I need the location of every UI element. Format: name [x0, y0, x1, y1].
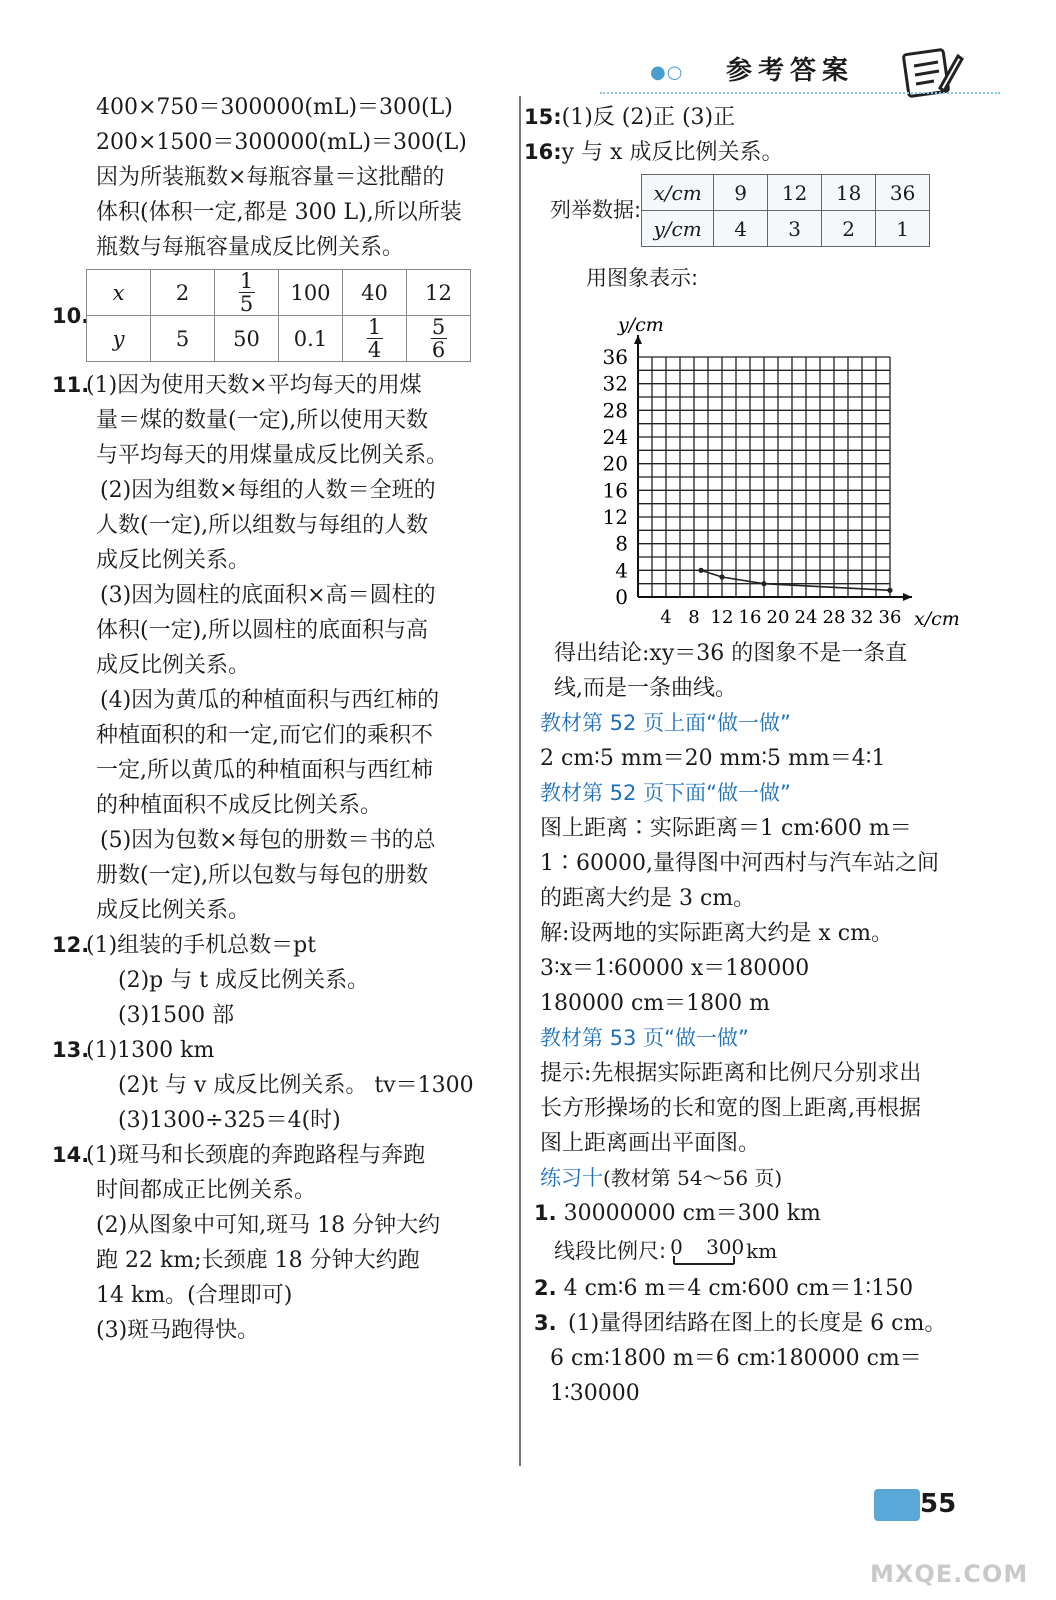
answer-line [540, 1341, 980, 1376]
table-row [642, 175, 930, 211]
answer-line [540, 1091, 980, 1126]
answer-line [540, 1056, 980, 1091]
exercise-1 [534, 1196, 980, 1231]
scale-bar-line [554, 1231, 980, 1271]
answer-text: (1)1300 km [86, 1038, 215, 1063]
denominator: 5 [239, 292, 254, 316]
y-tick-label: 20 [602, 451, 628, 476]
table-cell: 12 [768, 175, 822, 211]
answer-line [540, 1126, 980, 1161]
table-cell: 12 [407, 270, 471, 316]
scale-label: 线段比例尺: [554, 1238, 667, 1263]
question-number: 3. [534, 1311, 557, 1335]
column-divider [519, 96, 521, 1466]
answer-line [540, 916, 980, 951]
answer-line [540, 1376, 980, 1411]
answer-text: 200×1500＝300000(mL)＝300(L) [96, 130, 467, 155]
data-list [550, 174, 980, 247]
table-header-cell: x/cm [642, 175, 714, 211]
answer-text: 400×750＝300000(mL)＝300(L) [96, 95, 453, 120]
right-column [524, 100, 980, 296]
answer-text: 教材第 52 页下面“做一做” [540, 781, 791, 805]
table-cell [407, 316, 471, 362]
answer-text: (2)t 与 v 成反比例关系。 tv＝1300 [118, 1073, 474, 1098]
table-cell: 0.1 [279, 316, 343, 362]
y-tick-label: 12 [602, 505, 628, 529]
answer-text: 教材第 52 页上面“做一做” [540, 711, 791, 735]
answer-line [86, 578, 496, 613]
table-cell: 2 [822, 211, 876, 247]
answer-text: 成反比例关系。 [96, 548, 251, 573]
answer-text: 1∶60000,量得图中河西村与汽车站之间 [540, 851, 939, 876]
table-row [87, 316, 471, 362]
answer-text: 的距离大约是 3 cm。 [540, 886, 756, 911]
numerator: 1 [367, 315, 382, 339]
answer-line [86, 963, 496, 998]
answer-line [540, 1161, 980, 1196]
table-cell: 3 [768, 211, 822, 247]
fraction [367, 316, 383, 361]
answer-line [86, 1278, 496, 1313]
answer-text: y 与 x 成反比例关系。 [561, 140, 784, 165]
answer-text: 图上距离画出平面图。 [540, 1131, 761, 1156]
x-tick-label: 4 [660, 607, 672, 628]
answer-line [86, 1173, 496, 1208]
answer-text: 1∶30000 [550, 1381, 640, 1406]
y-axis-label: y/cm [618, 314, 664, 336]
data-point [719, 574, 724, 579]
answer-text: 与平均每天的用煤量成反比例关系。 [96, 443, 449, 468]
left-column [52, 90, 496, 1348]
answer-text: 人数(一定),所以组数与每组的人数 [96, 513, 429, 538]
answer-line [86, 648, 496, 683]
answer-line [86, 1103, 496, 1138]
header-dots: ●○ [650, 62, 684, 83]
answer-line [540, 986, 980, 1021]
scale-unit: km [746, 1238, 778, 1263]
answer-line [86, 893, 496, 928]
answer-line [52, 1033, 496, 1068]
answer-text: (教材第 54～56 页) [603, 1166, 783, 1190]
question-number: 16: [524, 140, 562, 164]
table-row [642, 211, 930, 247]
answer-line [86, 1068, 496, 1103]
table-cell: 4 [714, 211, 768, 247]
scale-bar [666, 1236, 746, 1266]
page-title: 参考答案 [726, 56, 855, 86]
answer-line [86, 823, 496, 858]
answer-text: 3∶x＝1∶60000 x＝180000 [540, 956, 810, 981]
y-tick-label: 32 [602, 371, 628, 396]
question-number: 15: [524, 105, 562, 129]
answer-line [52, 368, 496, 403]
answer-line [86, 160, 496, 195]
answer-text: (5)因为包数×每包的册数＝书的总 [100, 828, 436, 853]
answer-line [52, 928, 496, 963]
answer-text: (1)因为使用天数×平均每天的用煤 [86, 373, 422, 398]
answer-line [540, 741, 980, 776]
answer-line [86, 195, 496, 230]
answer-text: 线,而是一条曲线。 [554, 676, 737, 701]
denominator: 6 [431, 338, 446, 362]
answer-line [540, 881, 980, 916]
page-number: 55 [920, 1489, 957, 1519]
answer-line [540, 636, 980, 671]
x-tick-label: 28 [822, 607, 846, 628]
answer-line [86, 230, 496, 265]
table-cell: 40 [343, 270, 407, 316]
answer-line [86, 753, 496, 788]
answer-line [52, 1138, 496, 1173]
y-tick-label: 28 [602, 398, 628, 423]
table-cell: 50 [215, 316, 279, 362]
y-tick-label: 8 [615, 531, 628, 556]
answer-line [540, 1021, 980, 1056]
question-15 [524, 100, 980, 135]
question-number: 2. [534, 1276, 557, 1300]
x-tick-label: 16 [738, 607, 762, 628]
fraction [431, 316, 447, 361]
x-tick-label: 12 [710, 607, 734, 628]
answer-text: 成反比例关系。 [96, 653, 251, 678]
answer-text: (1)量得团结路在图上的长度是 6 cm。 [568, 1311, 947, 1336]
table-cell: 100 [279, 270, 343, 316]
table-cell: 2 [151, 270, 215, 316]
answer-text: 图上距离∶实际距离＝1 cm∶600 m＝ [540, 816, 912, 841]
answer-text: 量＝煤的数量(一定),所以使用天数 [96, 408, 429, 433]
header-underline [600, 92, 1000, 94]
y-tick-label: 4 [615, 558, 628, 583]
fraction [239, 270, 255, 315]
answer-text: 因为所装瓶数×每瓶容量＝这批醋的 [96, 165, 445, 190]
right-column-lower [534, 636, 980, 1411]
answer-text: 14 km。(合理即可) [96, 1283, 293, 1308]
denominator: 4 [367, 338, 382, 362]
answer-text: 时间都成正比例关系。 [96, 1178, 317, 1203]
left-answer-lines-2 [52, 368, 496, 1348]
answer-text: (1)斑马和长颈鹿的奔跑路程与奔跑 [86, 1143, 426, 1168]
question-number: 14. [52, 1143, 90, 1167]
scale-zero: 0 [670, 1235, 683, 1259]
question-number: 12. [52, 933, 90, 957]
numerator: 5 [431, 315, 446, 339]
answer-text: 6 cm∶1800 m＝6 cm∶180000 cm＝ [550, 1346, 922, 1371]
table-cell: 18 [822, 175, 876, 211]
answer-text: 成反比例关系。 [96, 898, 251, 923]
exercise-3 [534, 1306, 980, 1411]
table-cell: x [87, 270, 151, 316]
x-tick-label: 8 [688, 607, 700, 628]
answer-text: 提示:先根据实际距离和比例尺分别求出 [540, 1061, 922, 1086]
page-badge-box [874, 1489, 920, 1521]
answer-line [534, 1306, 980, 1341]
y-tick-label: 24 [602, 425, 628, 449]
x-axis-arrow [903, 593, 912, 601]
question-number: 1. [534, 1201, 557, 1225]
answer-text: (3)因为圆柱的底面积×高＝圆柱的 [100, 583, 436, 608]
answer-line [540, 706, 980, 741]
x-tick-label: 24 [794, 607, 818, 628]
graph-label: 用图象表示: [586, 266, 699, 290]
table-q10 [86, 269, 471, 362]
watermark: MXQE.COM [870, 1560, 1029, 1588]
x-tick-label: 32 [850, 607, 874, 628]
answer-text: (2)从图象中可知,斑马 18 分钟大约 [96, 1213, 441, 1238]
answer-line [86, 613, 496, 648]
data-point [698, 568, 703, 573]
answer-line [86, 543, 496, 578]
answer-text: 的种植面积不成反比例关系。 [96, 793, 383, 818]
data-point [761, 581, 766, 586]
answer-line [540, 671, 980, 706]
left-answer-lines [86, 90, 496, 265]
answer-text: (3)1500 部 [118, 1003, 235, 1028]
scale-segment [666, 1254, 746, 1266]
answer-text: (2)p 与 t 成反比例关系。 [118, 968, 370, 993]
y-tick-label: 0 [615, 585, 628, 609]
answer-line [86, 90, 496, 125]
question-10 [52, 269, 496, 362]
x-axis-label: x/cm [914, 608, 960, 630]
answer-text: (3)斑马跑得快。 [96, 1318, 260, 1343]
answer-text: (2)因为组数×每组的人数＝全班的 [100, 478, 436, 503]
x-tick-label: 36 [878, 607, 902, 628]
answer-line [86, 1313, 496, 1348]
answer-line [86, 403, 496, 438]
answer-line [86, 998, 496, 1033]
table-cell: y [87, 316, 151, 362]
table-row [87, 270, 471, 316]
answer-text: 一定,所以黄瓜的种植面积与西红柿 [96, 758, 433, 783]
answer-text: 得出结论:xy＝36 的图象不是一条直 [554, 641, 908, 666]
answer-text: 跑 22 km;长颈鹿 18 分钟大约跑 [96, 1248, 420, 1273]
table-cell: 5 [151, 316, 215, 362]
table-cell: 1 [876, 211, 930, 247]
answer-line [86, 788, 496, 823]
right-answer-lines [540, 636, 980, 1196]
answer-line [86, 683, 496, 718]
answer-line [540, 846, 980, 881]
answer-text: 瓶数与每瓶容量成反比例关系。 [96, 235, 405, 260]
answer-line [86, 1243, 496, 1278]
table-cell: 9 [714, 175, 768, 211]
table-cell [215, 270, 279, 316]
answer-line [540, 811, 980, 846]
answer-text: 解:设两地的实际距离大约是 x cm。 [540, 921, 893, 946]
question-16 [524, 135, 980, 170]
answer-line [86, 718, 496, 753]
list-label: 列举数据: [550, 198, 642, 222]
x-tick-label: 20 [766, 607, 790, 628]
answer-text: 体积(体积一定,都是 300 L),所以所装 [96, 200, 462, 225]
question-number: 10. [52, 303, 90, 328]
y-tick-label: 16 [602, 478, 628, 503]
answer-text: 体积(一定),所以圆柱的底面积与高 [96, 618, 429, 643]
answer-text: 30000000 cm＝300 km [563, 1201, 821, 1226]
table-header-cell: y/cm [642, 211, 714, 247]
answer-text: 教材第 53 页“做一做” [540, 1026, 749, 1050]
question-number: 11. [52, 373, 90, 397]
page-number-badge [874, 1485, 970, 1525]
answer-line [86, 438, 496, 473]
page-header [600, 44, 1000, 98]
table-cell [343, 316, 407, 362]
y-axis-arrow [634, 335, 642, 344]
table-cell: 36 [876, 175, 930, 211]
answer-text: (1)反 (2)正 (3)正 [561, 105, 736, 130]
answer-line [86, 125, 496, 160]
answer-text: (1)组装的手机总数＝pt [86, 933, 317, 958]
answer-line [540, 951, 980, 986]
answer-line [540, 776, 980, 811]
data-point [887, 588, 892, 593]
answer-text: (3)1300÷325＝4(时) [118, 1108, 341, 1133]
answer-text: 册数(一定),所以包数与每包的册数 [96, 863, 429, 888]
answer-text: 练习十 [540, 1166, 603, 1190]
y-tick-label: 36 [602, 345, 628, 369]
answer-line [86, 508, 496, 543]
answer-text: (4)因为黄瓜的种植面积与西红柿的 [100, 688, 440, 713]
answer-line [86, 473, 496, 508]
exercise-2 [534, 1271, 980, 1306]
inverse-proportion-graph [580, 305, 980, 635]
answer-line [86, 858, 496, 893]
table-q16 [641, 174, 930, 247]
answer-text: 4 cm∶6 m＝4 cm∶600 cm＝1∶150 [563, 1276, 914, 1301]
numerator: 1 [239, 269, 254, 293]
question-number: 13. [52, 1038, 90, 1062]
answer-text: 长方形操场的长和宽的图上距离,再根据 [540, 1096, 921, 1121]
answer-text: 种植面积的和一定,而它们的乘积不 [96, 723, 433, 748]
scale-value: 300 [706, 1235, 745, 1259]
answer-text: 180000 cm＝1800 m [540, 991, 771, 1016]
answer-text: 2 cm∶5 mm＝20 mm∶5 mm＝4∶1 [540, 746, 886, 771]
answer-line [86, 1208, 496, 1243]
